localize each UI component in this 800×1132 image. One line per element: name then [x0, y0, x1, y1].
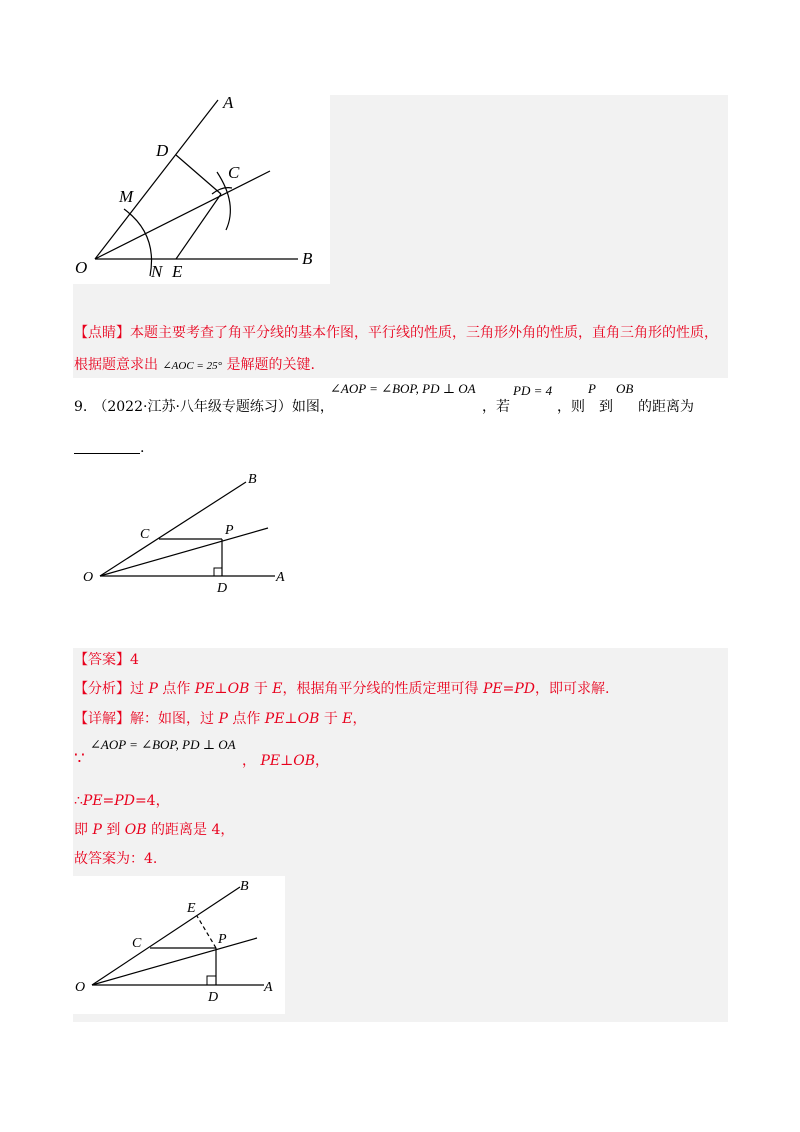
because-pe: PE⊥OB [260, 753, 316, 769]
figure-angle-bisector-construction [70, 92, 330, 284]
therefore-eq: PE=PD [82, 793, 135, 809]
question-to: 到 [599, 399, 613, 415]
label-B: B [240, 879, 249, 894]
analysis-line [74, 679, 609, 699]
because-symbol: ∵ [74, 749, 85, 769]
final-answer-line: 故答案为：4. [74, 851, 158, 867]
figure-solution [70, 876, 285, 1014]
label-O: O [83, 570, 94, 585]
detail-text: 解：如图，过 [130, 711, 214, 727]
analysis-text: 点作 [162, 681, 191, 697]
label-P: P [218, 932, 227, 947]
label-N: N [151, 262, 163, 281]
answer-tag: 【答案】 [74, 652, 130, 668]
analysis-eq: PE=PD [482, 681, 535, 697]
analysis-text: 过 [130, 681, 144, 697]
analysis-e: E [272, 681, 283, 697]
therefore-line [74, 791, 170, 811]
review-line-1 [74, 323, 718, 343]
label-D: D [217, 581, 228, 596]
because-math: ∠AOP = ∠BOP, PD ⊥ OA [90, 737, 236, 752]
therefore-symbol: ∴ [74, 793, 83, 809]
label-C: C [140, 527, 150, 542]
because-tail [242, 751, 329, 771]
therefore-val: =4， [134, 793, 170, 809]
label-B: B [302, 249, 313, 268]
because-comma: ， [242, 753, 256, 769]
label-A: A [223, 93, 234, 112]
label-E: E [187, 901, 196, 916]
distance-text: 的距离是 4， [151, 822, 235, 838]
review-line-2 [74, 355, 315, 376]
review-text-2-pre: 根据题意求出 [74, 357, 158, 373]
detail-text: 点作 [232, 711, 261, 727]
label-O: O [75, 258, 88, 277]
analysis-text: ，即可求解. [534, 681, 610, 697]
distance-text: 即 [74, 822, 88, 838]
review-tag: 【点睛】 [74, 325, 130, 341]
label-E: E [172, 262, 183, 281]
label-B: B [248, 472, 257, 487]
question-tail: 的距离为 [638, 399, 694, 415]
review-text-1: 本题主要考查了角平分线的基本作图，平行线的性质，三角形外角的性质，直角三角形的性质， [130, 325, 718, 341]
detail-e: E [342, 711, 353, 727]
question-then: ，则 [557, 399, 585, 415]
solution-diagram [70, 876, 285, 1014]
label-C: C [132, 936, 142, 951]
question-p: P [588, 381, 596, 396]
question-source: （2022·江苏·八年级专题练习）如图， [93, 399, 334, 415]
analysis-tag: 【分析】 [74, 681, 130, 697]
label-D: D [156, 141, 169, 160]
figure-question-9 [70, 462, 300, 602]
answer-line [74, 650, 139, 670]
label-D: D [208, 990, 219, 1005]
question-ob: OB [616, 381, 634, 396]
answer-blank [74, 453, 140, 454]
analysis-p: P [148, 681, 158, 697]
answer-blank-end: . [140, 440, 145, 456]
detail-text: 于 [323, 711, 338, 727]
label-P: P [225, 523, 234, 538]
distance-text: 到 [106, 822, 121, 838]
question-given: PD = 4 [513, 383, 553, 398]
detail-line [74, 709, 367, 729]
analysis-text: ，根据角平分线的性质定理可得 [282, 681, 479, 697]
label-O: O [75, 980, 86, 995]
analysis-text: 于 [253, 681, 268, 697]
detail-pe: PE⊥OB [264, 711, 320, 727]
distance-ob: OB [124, 822, 147, 838]
label-C: C [228, 163, 240, 182]
review-text-2-post: 是解题的关键. [226, 357, 315, 373]
because-end: ， [315, 753, 330, 769]
label-A: A [264, 980, 273, 995]
question-9-line [74, 397, 334, 417]
answer-value: 4 [130, 652, 139, 668]
question-condition: ∠AOP = ∠BOP, PD ⊥ OA [330, 381, 476, 396]
question-if: ，若 [482, 399, 510, 415]
question-number: 9. [74, 399, 88, 415]
label-A: A [276, 570, 285, 585]
detail-text: ， [352, 711, 367, 727]
distance-line [74, 820, 234, 840]
question-diagram [70, 462, 300, 602]
detail-tag: 【详解】 [74, 711, 130, 727]
detail-p: P [218, 711, 228, 727]
label-M: M [119, 187, 134, 206]
analysis-pe: PE⊥OB [194, 681, 250, 697]
distance-p: P [92, 822, 102, 838]
construction-diagram [70, 92, 330, 284]
review-angle-math: ∠AOC = 25° [162, 360, 222, 372]
